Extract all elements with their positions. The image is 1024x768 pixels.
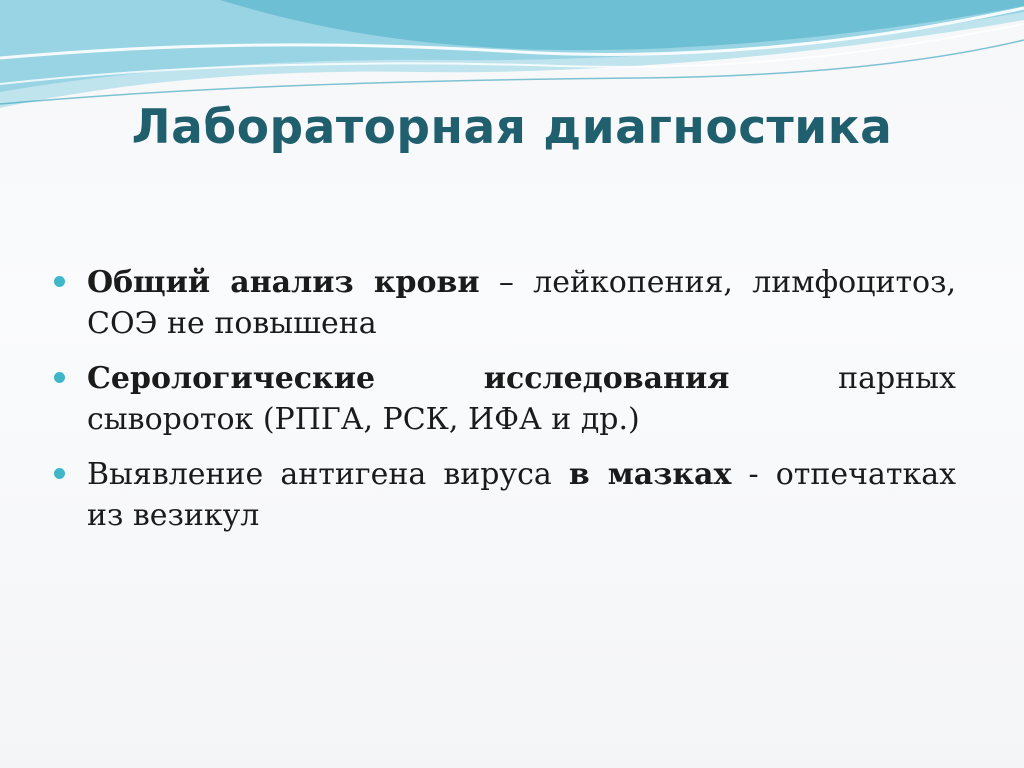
bullet-dot-icon — [54, 276, 65, 287]
bullet-line-2: сывороток (РПГА, РСК, ИФА и др.) — [87, 402, 640, 437]
bullet-bold-text: исследования — [483, 361, 730, 396]
bullet-line-1 — [87, 358, 956, 399]
bullet-bold-text: Общий анализ крови — [87, 265, 480, 300]
bullet-list — [50, 262, 956, 550]
bullet-dot-icon — [54, 372, 65, 383]
bullet-dot-icon — [54, 468, 65, 479]
bullet-item-antigen — [50, 454, 956, 536]
bullet-bold-text: Серологические — [87, 361, 376, 396]
bullet-text: парных — [838, 361, 956, 396]
slide-title: Лабораторная диагностика — [131, 100, 893, 155]
bullet-item-serology — [50, 358, 956, 440]
bullet-bold-text: в мазках — [568, 457, 732, 492]
bullet-text: – лейкопения, лимфоцитоз, СОЭ не повышена — [87, 265, 956, 341]
bullet-item-blood-test — [50, 262, 956, 344]
bullet-text: Выявление антигена вируса — [87, 457, 569, 492]
bullet-text: - отпечатках из везикул — [87, 457, 957, 533]
